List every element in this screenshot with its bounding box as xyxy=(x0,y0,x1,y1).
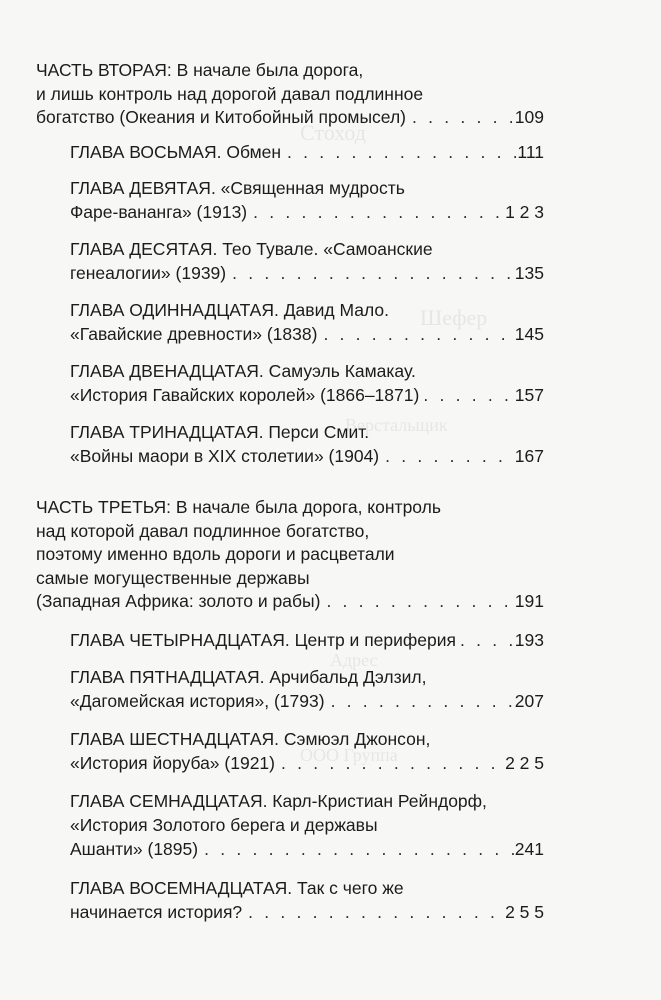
toc-entry-title: Фаре-вананга» (1913) xyxy=(70,202,248,222)
dot-leader xyxy=(419,383,514,407)
toc-chapter-14[interactable] xyxy=(70,628,544,652)
toc-entry-line: ГЛАВА СЕМНАДЦАТАЯ. Карл-Кристиан Рейндорф, xyxy=(70,791,487,811)
toc-chapter-11[interactable] xyxy=(70,298,544,346)
dot-leader xyxy=(379,444,515,468)
toc-page-number: 135 xyxy=(514,263,544,283)
dot-leader xyxy=(275,751,505,775)
toc-page-number: 157 xyxy=(514,385,544,405)
toc-entry-line: ГЛАВА ДЕВЯТАЯ. «Священная мудрость xyxy=(70,178,405,198)
toc-entry-line: самые могущественные державы xyxy=(36,567,310,588)
toc-entry-line: ГЛАВА ДЕСЯТАЯ. Тео Тувале. «Самоанские xyxy=(70,239,433,259)
show-through-text: ООО Группа xyxy=(300,745,398,765)
toc-entry-title: начинается история? xyxy=(70,902,243,922)
toc-entry-title: Ашанти» (1895) xyxy=(70,839,199,859)
toc-chapter-17[interactable] xyxy=(70,789,544,861)
toc-entry-title: богатство (Океания и Китобойный промысел) xyxy=(36,107,406,127)
show-through-text: Адрес xyxy=(330,650,378,670)
toc-entry-line: ГЛАВА ПЯТНАДЦАТАЯ. Арчибальд Дэлзил, xyxy=(70,667,427,687)
toc-entry-title: ГЛАВА ВОСЬМАЯ. Обмен xyxy=(70,142,282,162)
toc-entry-title: «Войны маори в XIX столетии» (1904) xyxy=(70,446,380,466)
dot-leader xyxy=(247,200,505,224)
dot-leader xyxy=(198,837,515,861)
toc-entry-title: (Западная Африка: золото и рабы) xyxy=(36,591,321,611)
toc-page-number: 111 xyxy=(517,142,544,162)
toc-entry-title: «Дагомейская история», (1793) xyxy=(70,691,325,711)
dot-leader xyxy=(226,261,515,285)
show-through-text: Стоход xyxy=(300,120,366,145)
toc-entry-title: генеалогии» (1939) xyxy=(70,263,227,283)
toc-page-number: 193 xyxy=(514,630,544,650)
toc-part-two[interactable] xyxy=(36,59,544,130)
dot-leader xyxy=(242,900,505,924)
toc-chapter-16[interactable] xyxy=(70,727,544,775)
toc-entry-line: и лишь контроль над дорогой давал подлинное xyxy=(36,83,424,104)
toc-entry-line: «История Золотого берега и державы xyxy=(70,815,378,835)
toc-entry-line: поэтому именно вдоль дороги и расцветали xyxy=(36,544,395,564)
toc-chapter-9[interactable] xyxy=(70,176,544,224)
toc-entry-line: ГЛАВА ТРИНАДЦАТАЯ. Перси Смит. xyxy=(70,422,370,442)
toc-entry-line: ЧАСТЬ ТРЕТЬЯ: В начале была дорога, контроль xyxy=(36,497,441,517)
toc-page-number: 145 xyxy=(514,324,544,344)
dot-leader xyxy=(406,106,515,130)
toc-entry-title: «История йоруба» (1921) xyxy=(70,753,275,773)
toc-page-number: 1 2 3 xyxy=(505,202,544,222)
toc-entry-line: ГЛАВА ОДИННАДЦАТАЯ. Давид Мало. xyxy=(70,300,389,320)
toc-page-number: 241 xyxy=(514,839,544,859)
dot-leader xyxy=(456,628,515,652)
toc-chapter-13[interactable] xyxy=(70,420,544,468)
toc-entry-line: ГЛАВА ДВЕНАДЦАТАЯ. Самуэль Камакау. xyxy=(70,361,416,381)
dot-leader xyxy=(320,590,514,614)
dot-leader xyxy=(317,322,514,346)
toc-entry-line: ЧАСТЬ ВТОРАЯ: В начале была дорога, xyxy=(36,60,364,80)
toc-page-number: 2 5 5 xyxy=(505,902,544,922)
toc-page-number: 207 xyxy=(514,691,544,711)
dot-leader xyxy=(325,689,515,713)
toc-page-number: 167 xyxy=(514,446,544,466)
toc-entry-title: «Гавайские древности» (1838) xyxy=(70,324,318,344)
show-through-text: Шефер xyxy=(420,305,488,330)
toc-chapter-10[interactable] xyxy=(70,237,544,285)
dot-leader xyxy=(281,140,517,164)
toc-entry-line: над которой давал подлинное богатство, xyxy=(36,520,370,541)
toc-entry-line: ГЛАВА ВОСЕМНАДЦАТАЯ. Так с чего же xyxy=(70,878,404,898)
toc-entry-title: «История Гавайских королей» (1866–1871) xyxy=(70,385,420,405)
toc-chapter-18[interactable] xyxy=(70,876,544,924)
toc-entry-title: ГЛАВА ЧЕТЫРНАДЦАТАЯ. Центр и периферия xyxy=(70,630,457,650)
toc-chapter-12[interactable] xyxy=(70,359,544,407)
toc-chapter-15[interactable] xyxy=(70,665,544,713)
toc-part-three[interactable] xyxy=(36,496,544,614)
toc-page-number: 109 xyxy=(514,107,544,127)
toc-entry-line: ГЛАВА ШЕСТНАДЦАТАЯ. Сэмюэл Джонсон, xyxy=(70,729,431,749)
toc-page-number: 191 xyxy=(514,591,544,611)
toc-chapter-8[interactable] xyxy=(70,140,544,164)
show-through-text: Верстальщик xyxy=(345,415,448,435)
toc-page-number: 2 2 5 xyxy=(505,753,544,773)
